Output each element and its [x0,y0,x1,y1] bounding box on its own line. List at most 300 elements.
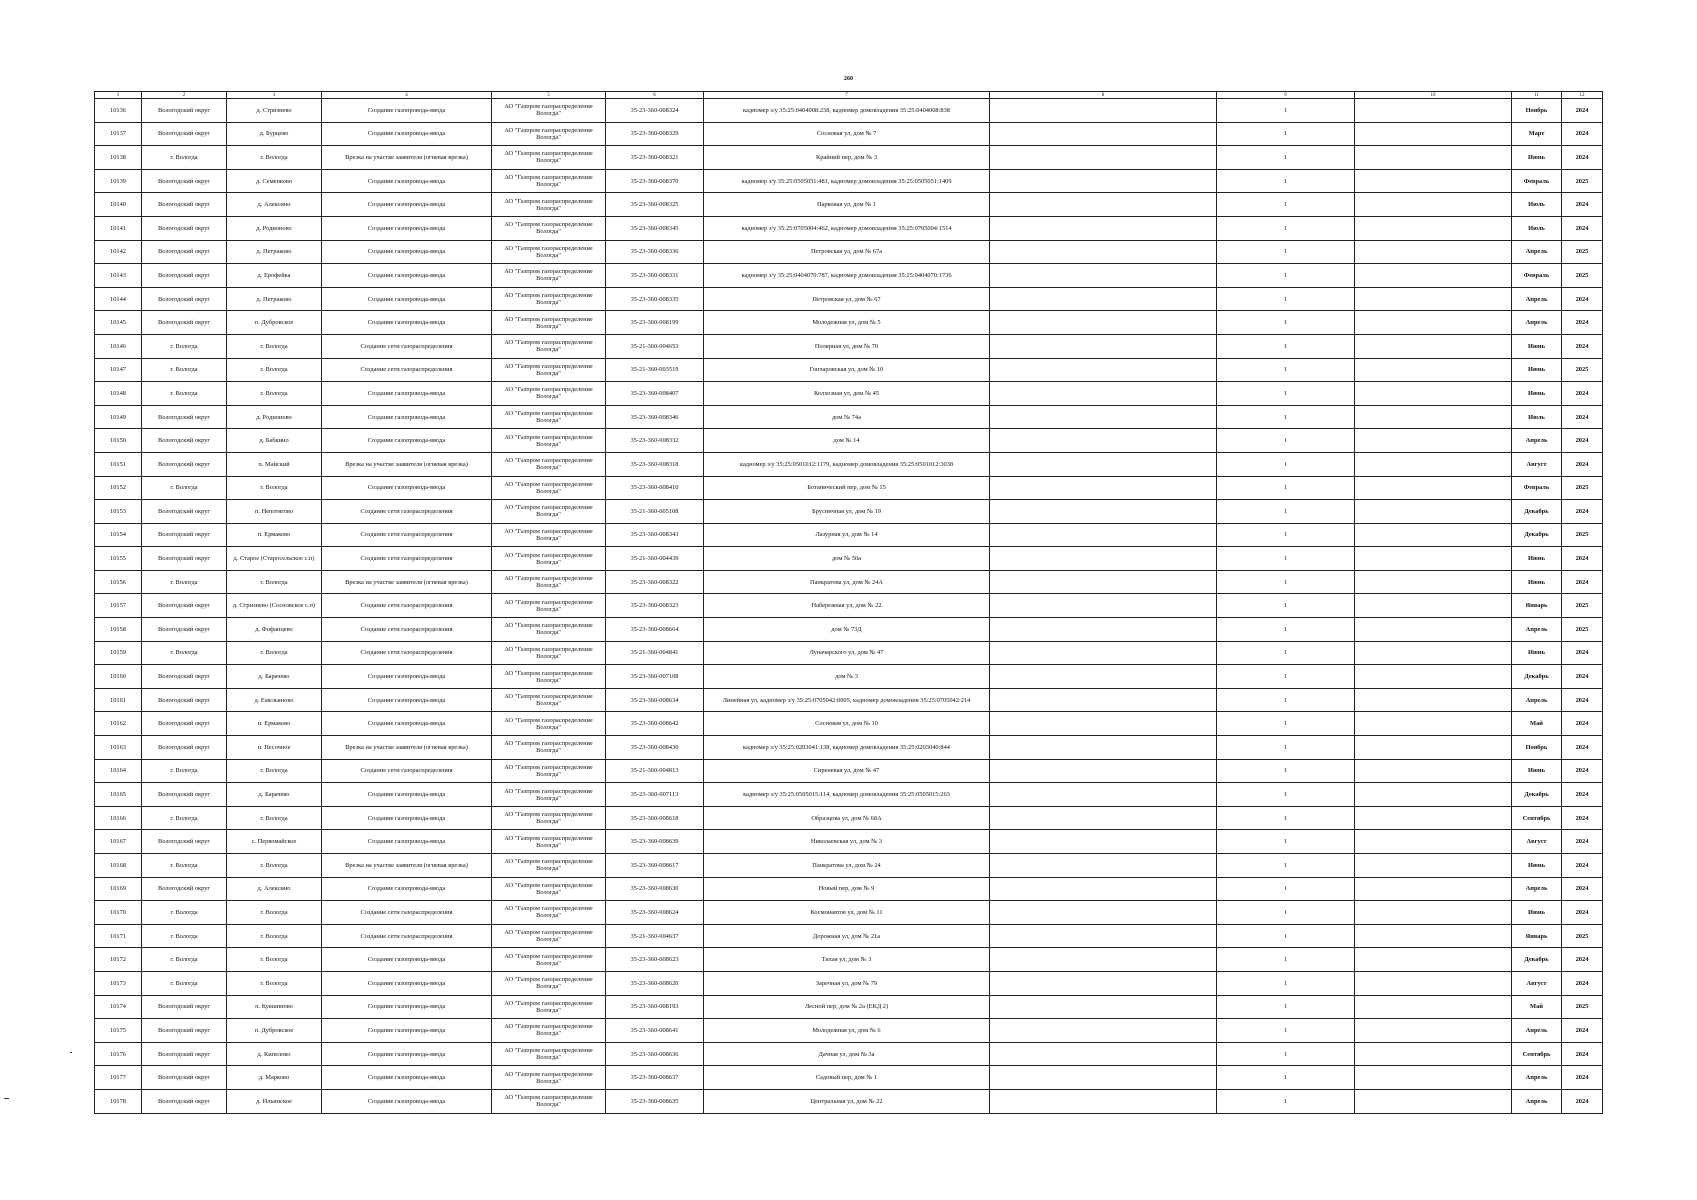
cell-empty [1355,618,1512,642]
cell-month: Май [1512,712,1562,736]
cell-district: Вологодский округ [142,99,227,123]
cell-empty [990,712,1217,736]
cell-number: 10163 [95,736,142,760]
cell-settlement: г. Вологда [227,924,322,948]
cell-empty [1355,334,1512,358]
table-row [95,216,1603,240]
cell-settlement: г. Вологда [227,806,322,830]
cell-work-type: Создание газопровода-ввода [322,877,492,901]
cell-month: Апрель [1512,877,1562,901]
header-cell: 10 [1355,92,1512,99]
cell-district: г. Вологда [142,854,227,878]
cell-quantity: 1 [1217,193,1355,217]
cell-year: 2024 [1562,641,1603,665]
cell-settlement: п. Майский [227,452,322,476]
table-row [95,665,1603,689]
cell-empty [990,146,1217,170]
cell-address: Ботанический пер, дом № 15 [704,476,990,500]
cell-number: 10164 [95,759,142,783]
cell-number: 10157 [95,594,142,618]
cell-quantity: 1 [1217,500,1355,524]
cell-empty [990,1019,1217,1043]
header-cell: 12 [1562,92,1603,99]
cell-organization: АО "Газпром газораспределение Вологда" [492,193,606,217]
cell-year: 2024 [1562,1042,1603,1066]
cell-quantity: 1 [1217,971,1355,995]
cell-month: Март [1512,122,1562,146]
cell-settlement: п. Ермаково [227,712,322,736]
cell-year: 2024 [1562,500,1603,524]
cell-settlement: д. Кипелово [227,1042,322,1066]
cell-work-type: Врезка на участке заявителя (огневая врезка) [322,146,492,170]
table-row [95,358,1603,382]
cell-code: 35-23-360-008624 [606,901,704,925]
cell-organization: АО "Газпром газораспределение Вологда" [492,736,606,760]
cell-empty [990,641,1217,665]
cell-settlement: д. Стризнево (Сосновское с.п) [227,594,322,618]
cell-month: Июнь [1512,382,1562,406]
cell-number: 10150 [95,429,142,453]
cell-number: 10140 [95,193,142,217]
header-cell: 8 [990,92,1217,99]
cell-year: 2025 [1562,618,1603,642]
cell-year: 2024 [1562,216,1603,240]
cell-address: кадномер з/у 35:25:0501012:1179, кадномер домовладения 35:25:0501012:3038 [704,452,990,476]
cell-empty [1355,287,1512,311]
cell-quantity: 1 [1217,122,1355,146]
cell-organization: АО "Газпром газораспределение Вологда" [492,971,606,995]
cell-work-type: Создание газопровода-ввода [322,995,492,1019]
cell-work-type: Создание сети газораспределения [322,594,492,618]
cell-district: Вологодский округ [142,500,227,524]
cell-district: г. Вологда [142,146,227,170]
table-row [95,264,1603,288]
cell-empty [1355,382,1512,406]
cell-month: Июнь [1512,358,1562,382]
cell-settlement: г. Вологда [227,146,322,170]
cell-work-type: Создание сети газораспределения [322,334,492,358]
cell-district: Вологодский округ [142,122,227,146]
cell-empty [1355,594,1512,618]
cell-year: 2024 [1562,452,1603,476]
cell-quantity: 1 [1217,264,1355,288]
cell-quantity: 1 [1217,901,1355,925]
cell-empty [1355,311,1512,335]
cell-year: 2024 [1562,854,1603,878]
cell-number: 10155 [95,547,142,571]
cell-month: Июнь [1512,854,1562,878]
cell-code: 35-23-360-008620 [606,971,704,995]
cell-address: Дорожная ул, дом № 21а [704,924,990,948]
cell-settlement: п. Ермаково [227,523,322,547]
cell-district: Вологодский округ [142,547,227,571]
header-cell: 2 [142,92,227,99]
table-row [95,405,1603,429]
cell-quantity: 1 [1217,594,1355,618]
cell-month: Июль [1512,405,1562,429]
cell-empty [1355,405,1512,429]
cell-district: г. Вологда [142,948,227,972]
cell-organization: АО "Газпром газораспределение Вологда" [492,216,606,240]
table-row [95,311,1603,335]
cell-quantity: 1 [1217,688,1355,712]
cell-settlement: д. Алексино [227,877,322,901]
table-row [95,971,1603,995]
cell-quantity: 1 [1217,877,1355,901]
cell-settlement: п. Дубровское [227,311,322,335]
cell-code: 35-21-360-003519 [606,358,704,382]
cell-number: 10175 [95,1019,142,1043]
register-table [94,91,1603,1114]
cell-district: Вологодский округ [142,1042,227,1066]
cell-empty [1355,665,1512,689]
cell-number: 10136 [95,99,142,123]
cell-year: 2024 [1562,146,1603,170]
cell-number: 10153 [95,500,142,524]
cell-month: Апрель [1512,311,1562,335]
cell-empty [990,264,1217,288]
cell-code: 35-21-360-004439 [606,547,704,571]
cell-code: 35-23-360-008430 [606,736,704,760]
header-row [95,92,1603,99]
cell-address: Панкратова ул, дом № 24А [704,570,990,594]
cell-year: 2024 [1562,830,1603,854]
cell-organization: АО "Газпром газораспределение Вологда" [492,995,606,1019]
cell-quantity: 1 [1217,1066,1355,1090]
cell-year: 2024 [1562,311,1603,335]
cell-address: Петровская ул, дом № 67а [704,240,990,264]
cell-empty [990,594,1217,618]
cell-number: 10176 [95,1042,142,1066]
cell-code: 35-23-360-008329 [606,122,704,146]
cell-empty [990,405,1217,429]
cell-code: 35-21-360-005108 [606,500,704,524]
cell-code: 35-23-360-008321 [606,146,704,170]
cell-empty [1355,146,1512,170]
table-row [95,476,1603,500]
cell-empty [1355,641,1512,665]
cell-empty [990,570,1217,594]
cell-organization: АО "Газпром газораспределение Вологда" [492,1019,606,1043]
cell-settlement: г. Вологда [227,382,322,406]
cell-year: 2024 [1562,1066,1603,1090]
cell-organization: АО "Газпром газораспределение Вологда" [492,665,606,689]
cell-work-type: Создание газопровода-ввода [322,99,492,123]
table-row [95,1042,1603,1066]
cell-district: г. Вологда [142,971,227,995]
cell-address: Молодежная ул, дом № 6 [704,1019,990,1043]
cell-empty [990,736,1217,760]
cell-empty [1355,570,1512,594]
cell-code: 35-23-360-008637 [606,1066,704,1090]
header-cell: 6 [606,92,704,99]
cell-address: Образцова ул, дом № 68А [704,806,990,830]
cell-empty [1355,759,1512,783]
cell-district: Вологодский округ [142,783,227,807]
cell-code: 35-21-360-004653 [606,334,704,358]
cell-year: 2025 [1562,995,1603,1019]
cell-settlement: д. Стризнево [227,99,322,123]
cell-district: Вологодский округ [142,452,227,476]
cell-empty [990,783,1217,807]
cell-year: 2024 [1562,688,1603,712]
cell-year: 2025 [1562,523,1603,547]
cell-settlement: г. Вологда [227,570,322,594]
cell-district: Вологодский округ [142,193,227,217]
cell-quantity: 1 [1217,948,1355,972]
cell-district: Вологодский округ [142,405,227,429]
cell-settlement: д. Марково [227,1066,322,1090]
cell-empty [1355,806,1512,830]
cell-code: 35-21-360-004813 [606,759,704,783]
cell-settlement: д. Петраково [227,287,322,311]
cell-address: дом № 73Д [704,618,990,642]
cell-empty [990,216,1217,240]
cell-month: Август [1512,971,1562,995]
scan-mark [4,1098,9,1099]
cell-empty [1355,1066,1512,1090]
cell-code: 35-23-360-008630 [606,877,704,901]
cell-quantity: 1 [1217,358,1355,382]
cell-empty [1355,193,1512,217]
cell-work-type: Создание сети газораспределения [322,618,492,642]
cell-month: Ноябрь [1512,736,1562,760]
cell-work-type: Создание сети газораспределения [322,523,492,547]
cell-number: 10171 [95,924,142,948]
cell-quantity: 1 [1217,641,1355,665]
cell-district: г. Вологда [142,382,227,406]
cell-empty [1355,452,1512,476]
cell-number: 10166 [95,806,142,830]
cell-work-type: Создание сети газораспределения [322,641,492,665]
cell-address: Сиреневая ул, дом № 47 [704,759,990,783]
cell-organization: АО "Газпром газораспределение Вологда" [492,99,606,123]
header-cell: 1 [95,92,142,99]
cell-work-type: Создание газопровода-ввода [322,429,492,453]
cell-quantity: 1 [1217,783,1355,807]
cell-work-type: Создание газопровода-ввода [322,1089,492,1113]
table-row [95,924,1603,948]
cell-settlement: п. Песочное [227,736,322,760]
table-row [95,240,1603,264]
cell-work-type: Врезка на участке заявителя (огневая врезка) [322,736,492,760]
scan-mark [70,1052,72,1053]
cell-settlement: г. Вологда [227,759,322,783]
cell-quantity: 1 [1217,334,1355,358]
table-row [95,193,1603,217]
cell-organization: АО "Газпром газораспределение Вологда" [492,641,606,665]
cell-number: 10139 [95,169,142,193]
table-row [95,169,1603,193]
cell-code: 35-23-360-008407 [606,382,704,406]
table-row [95,854,1603,878]
cell-empty [990,476,1217,500]
cell-year: 2024 [1562,1089,1603,1113]
cell-empty [1355,995,1512,1019]
cell-quantity: 1 [1217,736,1355,760]
cell-code: 35-23-360-008635 [606,1089,704,1113]
cell-empty [1355,1019,1512,1043]
cell-empty [990,924,1217,948]
cell-settlement: д. Емельяново [227,688,322,712]
cell-district: Вологодский округ [142,311,227,335]
cell-organization: АО "Газпром газораспределение Вологда" [492,240,606,264]
cell-month: Сентябрь [1512,806,1562,830]
cell-number: 10160 [95,665,142,689]
cell-address: Новый пер, дом № 9 [704,877,990,901]
cell-district: Вологодский округ [142,688,227,712]
cell-district: Вологодский округ [142,1019,227,1043]
cell-empty [990,500,1217,524]
table-row [95,99,1603,123]
cell-organization: АО "Газпром газораспределение Вологда" [492,523,606,547]
table-row [95,334,1603,358]
cell-empty [1355,1089,1512,1113]
cell-year: 2024 [1562,948,1603,972]
cell-number: 10162 [95,712,142,736]
cell-empty [1355,358,1512,382]
cell-district: г. Вологда [142,476,227,500]
table-row [95,948,1603,972]
cell-address: Николаевская ул, дом № 3 [704,830,990,854]
cell-month: Декабрь [1512,665,1562,689]
cell-quantity: 1 [1217,759,1355,783]
cell-work-type: Создание газопровода-ввода [322,1019,492,1043]
cell-year: 2024 [1562,901,1603,925]
cell-quantity: 1 [1217,382,1355,406]
cell-address: Колхозная ул, дом № 45 [704,382,990,406]
table-row [95,736,1603,760]
cell-number: 10144 [95,287,142,311]
cell-organization: АО "Газпром газораспределение Вологда" [492,547,606,571]
cell-year: 2024 [1562,971,1603,995]
cell-address: дом № 74а [704,405,990,429]
cell-number: 10159 [95,641,142,665]
cell-organization: АО "Газпром газораспределение Вологда" [492,1042,606,1066]
table-body [95,92,1603,1114]
cell-code: 35-23-360-007113 [606,783,704,807]
cell-number: 10147 [95,358,142,382]
cell-work-type: Создание газопровода-ввода [322,712,492,736]
cell-address: кадномер з/у 35:25:0505051:481, кадномер домовладения 35:25:0505051:1409 [704,169,990,193]
cell-code: 35-23-360-008346 [606,405,704,429]
cell-empty [1355,216,1512,240]
cell-code: 35-23-360-008324 [606,99,704,123]
cell-organization: АО "Газпром газораспределение Вологда" [492,712,606,736]
cell-quantity: 1 [1217,405,1355,429]
cell-month: Декабрь [1512,783,1562,807]
cell-work-type: Создание газопровода-ввода [322,169,492,193]
cell-number: 10167 [95,830,142,854]
cell-settlement: д. Барачево [227,783,322,807]
cell-month: Август [1512,830,1562,854]
cell-address: Петровская ул, дом № 67 [704,287,990,311]
cell-quantity: 1 [1217,665,1355,689]
cell-year: 2025 [1562,264,1603,288]
table-row [95,783,1603,807]
cell-organization: АО "Газпром газораспределение Вологда" [492,169,606,193]
cell-work-type: Создание газопровода-ввода [322,1042,492,1066]
cell-address: Дачная ул, дом № 3а [704,1042,990,1066]
cell-work-type: Врезка на участке заявителя (огневая врезка) [322,854,492,878]
cell-empty [1355,877,1512,901]
table-row [95,901,1603,925]
cell-quantity: 1 [1217,287,1355,311]
cell-settlement: п. Непотягово [227,500,322,524]
cell-year: 2024 [1562,1019,1603,1043]
cell-year: 2024 [1562,429,1603,453]
cell-empty [990,311,1217,335]
cell-organization: АО "Газпром газораспределение Вологда" [492,948,606,972]
cell-month: Ноябрь [1512,99,1562,123]
cell-number: 10173 [95,971,142,995]
cell-code: 35-21-360-004637 [606,924,704,948]
cell-number: 10161 [95,688,142,712]
cell-number: 10174 [95,995,142,1019]
cell-empty [1355,169,1512,193]
cell-month: Апрель [1512,688,1562,712]
cell-code: 35-23-360-008410 [606,476,704,500]
cell-empty [1355,854,1512,878]
cell-quantity: 1 [1217,1042,1355,1066]
cell-month: Июль [1512,216,1562,240]
cell-year: 2024 [1562,287,1603,311]
table-row [95,570,1603,594]
cell-year: 2024 [1562,547,1603,571]
cell-organization: АО "Газпром газораспределение Вологда" [492,264,606,288]
cell-district: Вологодский округ [142,594,227,618]
cell-empty [990,618,1217,642]
cell-work-type: Создание газопровода-ввода [322,311,492,335]
cell-quantity: 1 [1217,452,1355,476]
cell-year: 2024 [1562,99,1603,123]
cell-month: Февраль [1512,476,1562,500]
cell-empty [990,547,1217,571]
cell-code: 35-21-360-004841 [606,641,704,665]
cell-number: 10178 [95,1089,142,1113]
cell-number: 10145 [95,311,142,335]
cell-empty [1355,99,1512,123]
cell-work-type: Врезка на участке заявителя (огневая врезка) [322,570,492,594]
cell-organization: АО "Газпром газораспределение Вологда" [492,334,606,358]
cell-work-type: Создание газопровода-ввода [322,216,492,240]
cell-district: Вологодский округ [142,169,227,193]
cell-number: 10138 [95,146,142,170]
cell-empty [990,334,1217,358]
cell-district: г. Вологда [142,641,227,665]
cell-address: Крайний пер, дом № 3 [704,146,990,170]
cell-work-type: Создание сети газораспределения [322,500,492,524]
cell-district: г. Вологда [142,924,227,948]
cell-district: г. Вологда [142,806,227,830]
cell-organization: АО "Газпром газораспределение Вологда" [492,877,606,901]
cell-empty [1355,429,1512,453]
cell-code: 35-23-360-008336 [606,240,704,264]
cell-address: Набережная ул, дом № 22 [704,594,990,618]
cell-quantity: 1 [1217,216,1355,240]
cell-number: 10170 [95,901,142,925]
cell-work-type: Врезка на участке заявителя (огневая врезка) [322,452,492,476]
cell-district: Вологодский округ [142,216,227,240]
cell-year: 2024 [1562,806,1603,830]
cell-code: 35-23-360-008617 [606,854,704,878]
cell-code: 35-23-360-008199 [606,311,704,335]
cell-empty [1355,736,1512,760]
cell-address: кадномер з/у 35:25:0505015:114, кадномер домовладения 35:25:0505015:263 [704,783,990,807]
cell-month: Август [1512,452,1562,476]
cell-year: 2024 [1562,382,1603,406]
cell-address: кадномер з/у 35:25:0404070:787, кадномер домовладения 35:25:0404070:1736 [704,264,990,288]
